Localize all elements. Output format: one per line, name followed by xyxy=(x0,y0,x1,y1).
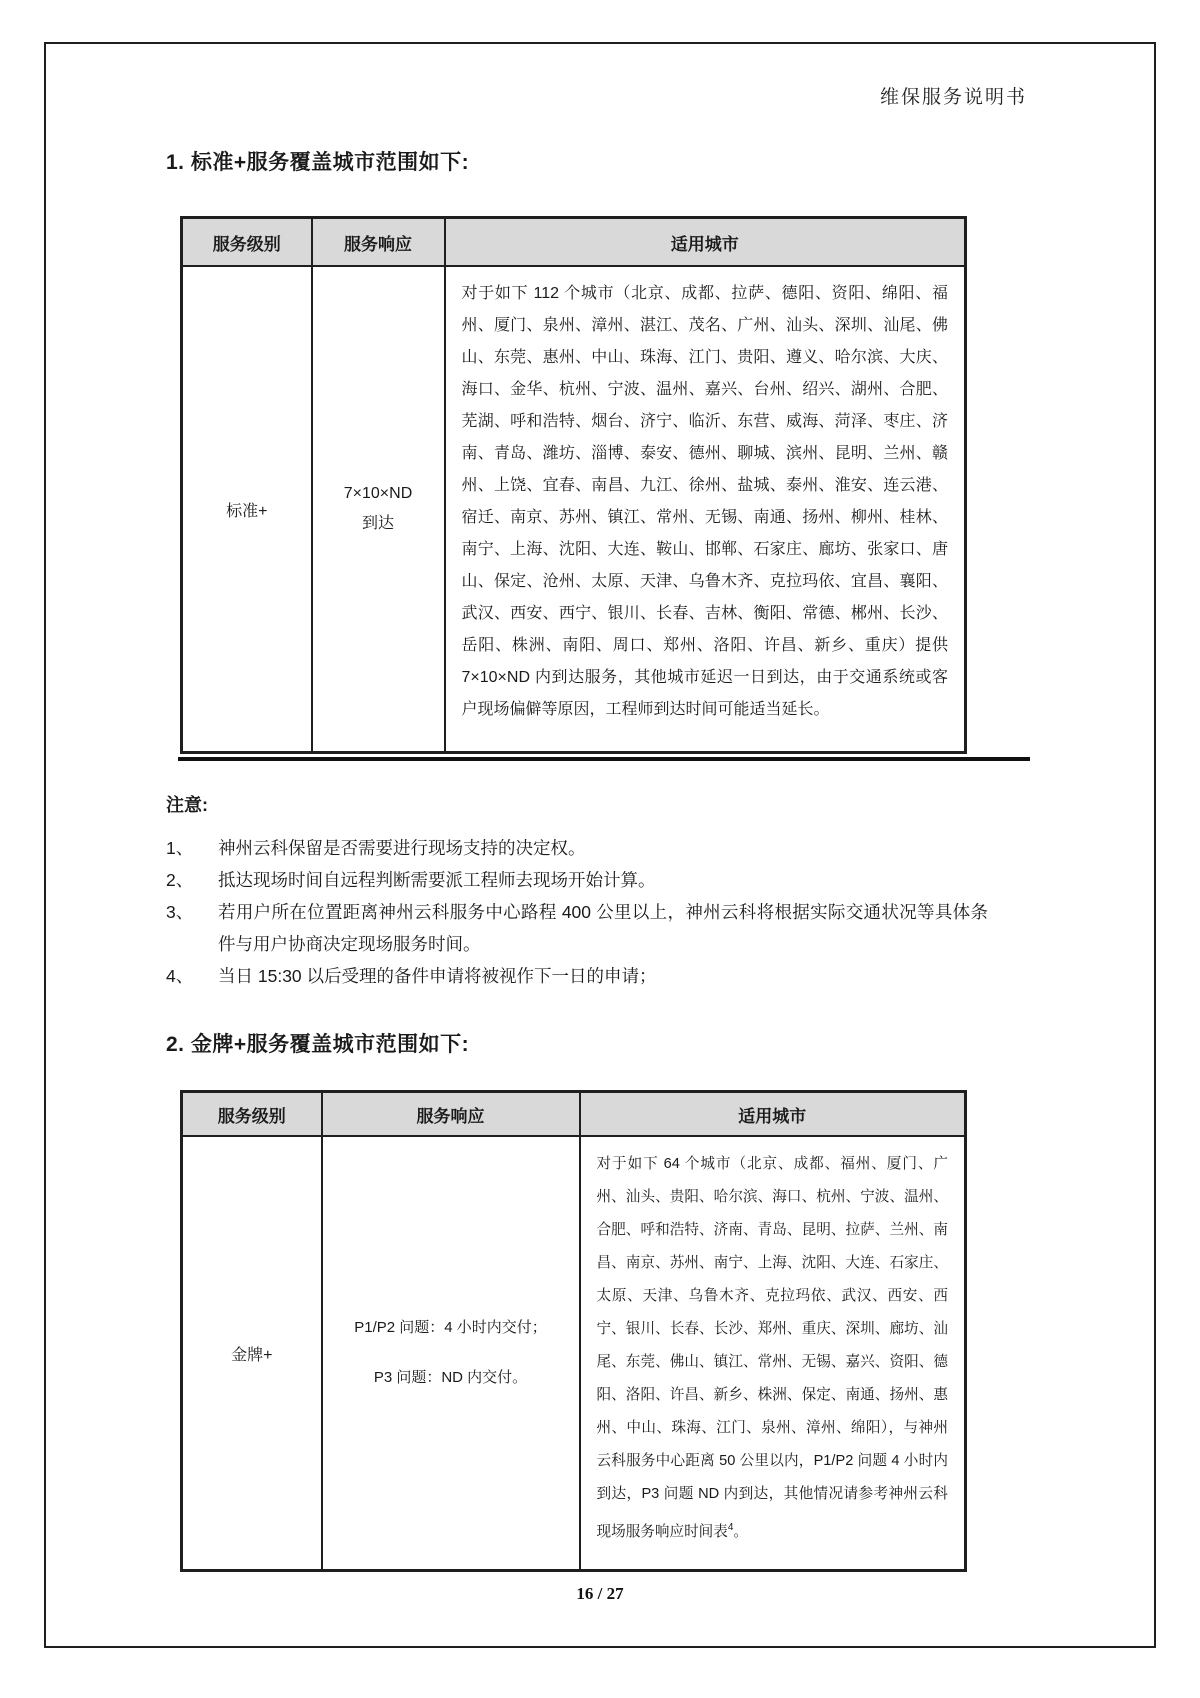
table2-cities-paragraph xyxy=(597,1148,949,1549)
table2-header-service-level: 服务级别 xyxy=(182,1092,322,1137)
table2-service-response-cell xyxy=(322,1136,580,1571)
table1-data-row xyxy=(182,266,966,753)
note-number: 2、 xyxy=(166,870,194,890)
note-item xyxy=(166,832,1046,864)
table1-header-applicable-cities: 适用城市 xyxy=(445,218,966,267)
running-header-title: 维保服务说明书 xyxy=(880,87,1028,108)
table1-service-level-cell: 标准+ xyxy=(182,266,312,753)
note-text: 神州云科保留是否需要进行现场支持的决定权。 xyxy=(218,838,586,858)
notes-heading: 注意: xyxy=(166,795,208,815)
note-number: 3、 xyxy=(166,902,194,922)
table1-cities-cell xyxy=(445,266,966,753)
table1-header-service-response: 服务响应 xyxy=(312,218,445,267)
table2-data-row xyxy=(182,1136,966,1571)
note-item xyxy=(166,864,1046,896)
table2-cities-cell xyxy=(580,1136,966,1571)
table2-header-row xyxy=(182,1092,966,1137)
note-number: 1、 xyxy=(166,838,194,858)
table1-header-row xyxy=(182,218,966,267)
notes-section xyxy=(166,792,1046,992)
table1-service-response-cell xyxy=(312,266,445,753)
note-item xyxy=(166,896,1046,960)
table2-header-service-response: 服务响应 xyxy=(322,1092,580,1137)
note-item xyxy=(166,960,1046,992)
table2-service-level-cell: 金牌+ xyxy=(182,1136,322,1571)
table1-header-service-level: 服务级别 xyxy=(182,218,312,267)
section1-heading: 1. 标准+服务覆盖城市范围如下: xyxy=(166,151,470,174)
table2-header-applicable-cities: 适用城市 xyxy=(580,1092,966,1137)
table1-cities-paragraph: 对于如下 112 个城市（北京、成都、拉萨、德阳、资阳、绵阳、福州、厦门、泉州、漳州、湛江、茂名、广州、汕头、深圳、汕尾、佛山、东莞、惠州、中山、珠海、江门、贵阳、遵义、哈尔滨、大庆、海口、金华、杭州、宁波、温州、嘉兴、台州、绍兴、湖州、合肥、芜湖、呼和浩特、烟台、济宁、临沂、东营、威海、菏泽、枣庄、济南、青岛、潍坊、淄博、泰安、德州、聊城、滨州、昆明、兰州、赣州、上饶、宜春、南昌、九江、徐州、盐城、泰州、淮安、连云港、宿迁、南京、苏州、镇江、常州、无锡、南通、扬州、柳州、桂林、南宁、上海、沈阳、大连、鞍山、邯郸、石家庄、廊坊、张家口、唐山、保定、沧州、太原、天津、乌鲁木齐、克拉玛依、宜昌、襄阳、武汉、西安、西宁、银川、长春、吉林、衡阳、常德、郴州、长沙、岳阳、株洲、南阳、周口、郑州、洛阳、许昌、新乡、重庆）提供 7×10×ND 内到达服务，其他城市延迟一日到达，由于交通系统或客户现场偏僻等原因，工程师到达时间可能适当延长。 xyxy=(461,285,948,718)
note-text: 抵达现场时间自远程判断需要派工程师去现场开始计算。 xyxy=(218,870,656,890)
note-text: 若用户所在位置距离神州云科服务中心路程 400 公里以上，神州云科将根据实际交通状况等具体条件与用户协商决定现场服务时间。 xyxy=(218,902,988,954)
footnote-superscript: 4 xyxy=(727,1522,734,1533)
section2-heading: 2. 金牌+服务覆盖城市范围如下: xyxy=(166,1033,470,1056)
note-text: 当日 15:30 以后受理的备件申请将被视作下一日的申请； xyxy=(218,966,657,986)
response-paragraph-2: P3 问题：ND 内交付。 xyxy=(373,1369,528,1386)
service-table-gold xyxy=(180,1090,967,1572)
section-divider-rule xyxy=(178,757,1030,761)
cities-text: 对于如下 64 个城市（北京、成都、福州、厦门、广州、汕头、贵阳、哈尔滨、海口、杭州、宁波、温州、合肥、呼和浩特、济南、青岛、昆明、拉萨、兰州、南昌、南京、苏州、南宁、上海、沈阳、大连、石家庄、太原、天津、乌鲁木齐、克拉玛依、武汉、西安、西宁、银川、长春、长沙、郑州、重庆、深圳、廊坊、汕尾、东莞、佛山、镇江、常州、无锡、嘉兴、资阳、德阳、洛阳、许昌、新乡、株洲、保定、南通、扬州、惠州、中山、珠海、江门、泉州、漳州、绵阳），与神州云科服务中心距离 50 公里以内，P1/P2 问题 4 小时内到达，P3 问题 ND 内到达，其他情况请参考神州云科现场服务响应时间表 xyxy=(596,1156,948,1540)
response-line-1: 7×10×ND xyxy=(343,485,413,502)
note-number: 4、 xyxy=(166,966,194,986)
service-table-standard xyxy=(180,216,967,754)
page-number: 16 / 27 xyxy=(576,1584,624,1603)
response-line-2: 到达 xyxy=(361,515,394,532)
cities-suffix: 。 xyxy=(733,1523,749,1540)
response-paragraph-1: P1/P2 问题：4 小时内交付； xyxy=(354,1319,547,1336)
